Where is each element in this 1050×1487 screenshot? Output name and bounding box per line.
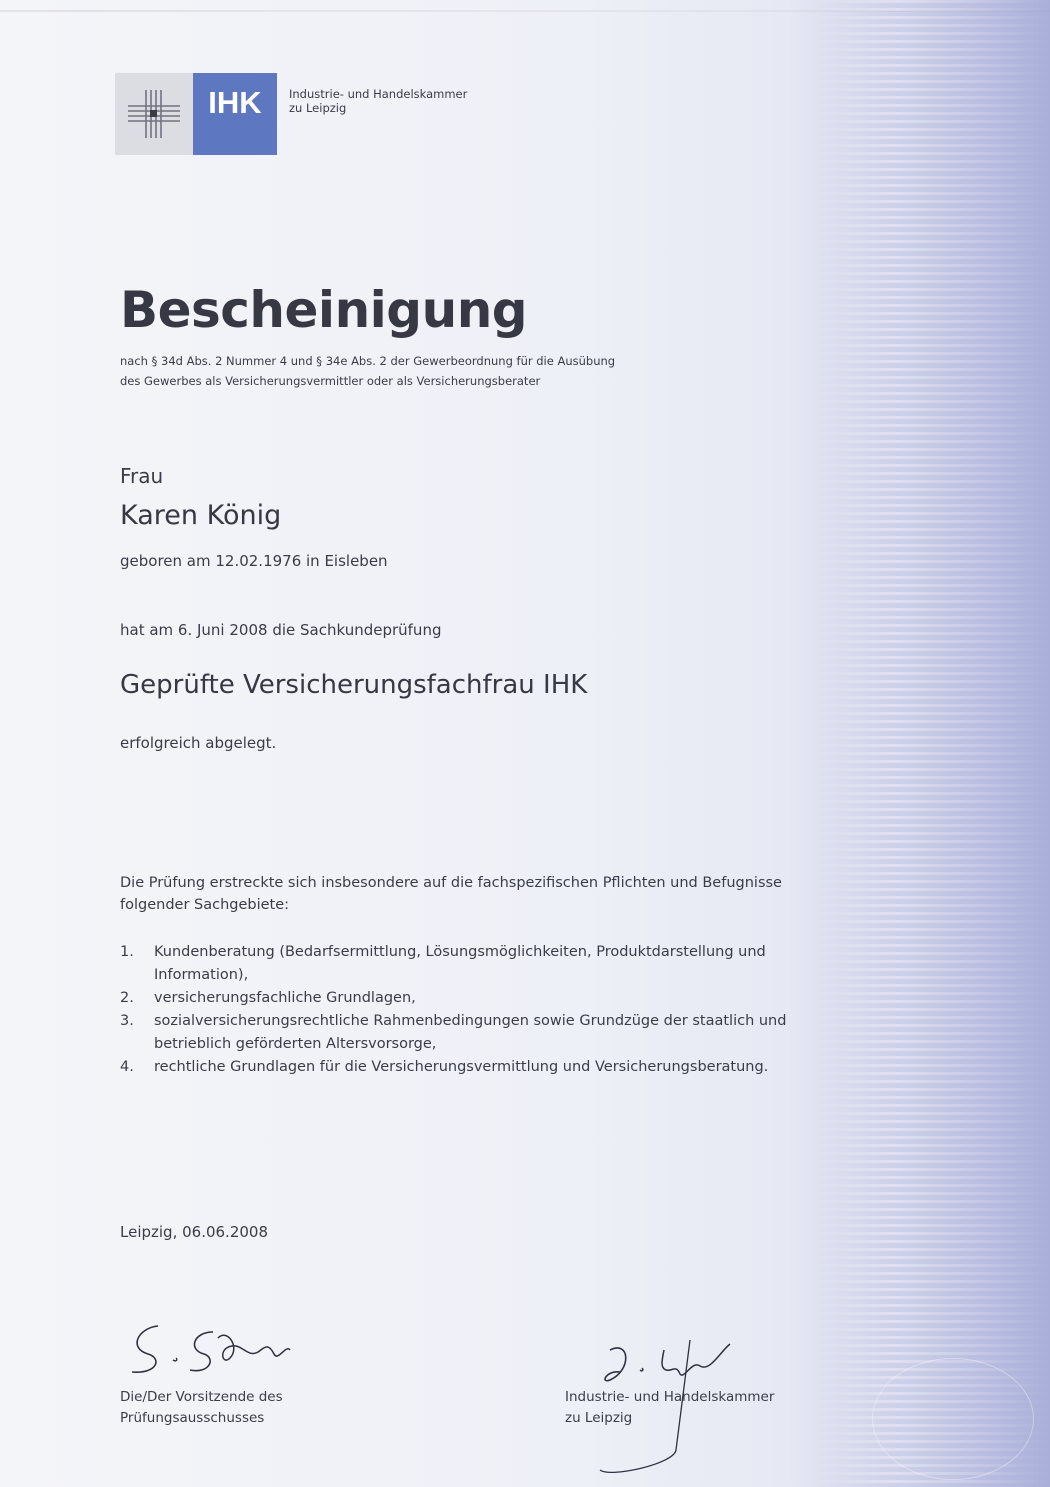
- salutation: Frau: [120, 464, 164, 488]
- ihk-logo: [115, 73, 277, 155]
- exam-scope-intro: Die Prüfung erstreckte sich insbesondere auf die fachspezifischen Pflichten und Befugnisse folgender Sachgebiete:: [120, 875, 782, 913]
- list-item: 1. Kundenberatung (Bedarfsermittlung, Lösungsmöglichkeiten, Produktdarstellung und Information),: [120, 944, 766, 983]
- signature-label-chamber: Industrie- und Handelskammer zu Leipzig: [565, 1389, 775, 1426]
- passed-statement: erfolgreich abgelegt.: [120, 734, 277, 752]
- list-item: 4. rechtliche Grundlagen für die Versicherungsvermittlung und Versicherungsberatung.: [120, 1059, 769, 1075]
- list-item: 3. sozialversicherungsrechtliche Rahmenbedingungen sowie Grundzüge der staatlich und betrieblich geförderten Altersvorsorge,: [120, 1013, 787, 1052]
- exam-intro: hat am 6. Juni 2008 die Sachkundeprüfung: [120, 621, 442, 639]
- organization-name: [289, 87, 467, 115]
- legal-basis-line-2: des Gewerbes als Versicherungsvermittler oder als Versicherungsberater: [120, 374, 541, 388]
- ihk-logo-text: IHK: [193, 73, 277, 155]
- org-line-2: zu Leipzig: [289, 101, 347, 115]
- org-line-1: Industrie- und Handelskammer: [289, 87, 468, 101]
- decorative-wave-stripes: [810, 0, 1050, 1487]
- ihk-emblem-icon: [115, 73, 193, 155]
- birth-info: geboren am 12.02.1976 in Eisleben: [120, 552, 388, 570]
- subject-list: [120, 941, 840, 1079]
- signature-label-chairperson: Die/Der Vorsitzende des Prüfungsausschusses: [120, 1389, 283, 1426]
- certificate-title: Bescheinigung: [120, 281, 528, 339]
- legal-basis: [120, 351, 720, 391]
- legal-basis-line-1: nach § 34d Abs. 2 Nummer 4 und § 34e Abs. 2 der Gewerbeordnung für die Ausübung: [120, 354, 616, 368]
- embossed-seal: [872, 1358, 1034, 1480]
- signature-chairperson: [118, 1318, 308, 1383]
- holder-name: Karen König: [120, 500, 282, 531]
- qualification-title: Geprüfte Versicherungsfachfrau IHK: [120, 670, 588, 700]
- list-item: 2. versicherungsfachliche Grundlagen,: [120, 990, 416, 1006]
- place-and-date: Leipzig, 06.06.2008: [120, 1223, 268, 1241]
